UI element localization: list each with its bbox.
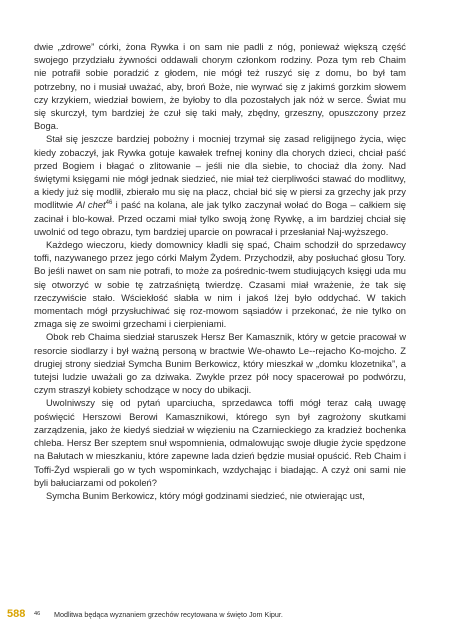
- paragraph: Obok reb Chaima siedział staruszek Hersz Ber Kamasznik, który w getcie pracował w resorcie siodlarzy i był ważną personą w bractwie We-ohawto Le--rejacho Ko-mojcho. Z drugiej strony siedział Symcha Bunim Berkowicz, który mieszkał w „domku klozetnika”, a tutejsi ludzie uważali go za dziwaka. Zwykle przez pół nocy spacerował po podwórzu, czym straszył kobiety schodzące w nocy do ubikacji.: [34, 331, 406, 396]
- paragraph: Uwolniwszy się od pytań uparciucha, sprzedawca toffi mógł teraz całą uwagę poświęcić Herszowi Berowi Kamasznikowi, którego syn był zagrożony skutkami zarządzenia, jako że kiedyś siedział w więzieniu na Czarnieckiego za kradzież bochenka chleba. Hersz Ber szeptem snuł wspomnienia, odmalowując swoje długie życie spędzone na Bałutach w mieszkaniu, które zapewne lada dzień będzie musiał opuścić. Reb Chaim i Toffi-Żyd wspierali go w tych wspominkach, wzdychając i biadając. A czyż oni sami nie byli bałuciarzami od pokoleń?: [34, 397, 406, 488]
- footnote-ref[interactable]: 46: [105, 200, 113, 207]
- paragraph-text: i paść na kolana, ale jak tylko zaczynał wołać do Boga – całkiem się zacinał i blo-kował. Przed oczami miał tylko swoją żonę Rywkę, a im bardziej chciał się uwolnić od tego obrazu, tym bardziej uparcie on powracał i przesłaniał Naj-wyższego.: [34, 199, 406, 237]
- page-number: 588: [7, 608, 26, 620]
- paragraph-text: Stał się jeszcze bardziej pobożny i mocniej trzymał się zasad religijnego życia, więc kiedy zobaczył, jak Rywka gotuje kawałek trefnej koniny dla chorych dzieci, chciał paść przed Bogiem i błagać o zlitowanie – jeśli nie dla siebie, to chociaż dla żony. Nad świętymi księgami nie mógł jednak siedzieć, nie miał też cierpliwości stawać do modlitwy, a kiedy już się modlił, zbierało mu się na płacz, chciał bić się w piersi za grzechy jak przy modlitwie: [34, 133, 406, 211]
- body-text: [34, 40, 406, 502]
- paragraph: [34, 132, 406, 238]
- footnote: [34, 610, 406, 619]
- paragraph: Symcha Bunim Berkowicz, który mógł godzinami siedzieć, nie otwierając ust,: [46, 489, 365, 501]
- footnote-text: Modlitwa będąca wyznaniem grzechów recytowana w święto Jom Kipur.: [54, 610, 283, 619]
- paragraph: dwie „zdrowe” córki, żona Rywka i on sam nie padli z nóg, ponieważ większą część swojego przydziału żywności oddawali chorym członkom rodziny. Poza tym reb Chaim nie potrafił sobie poradzić z głodem, nie mógł też ruszyć się z domu, bo był tam potrzebny, no i musiał uważać, aby, broń Boże, nie wyrwać się z jakimś gorzkim słowem czy krzykiem, wiedział bowiem, że byłoby to dla pozostałych jak nóż w serce. Świat mu się skurczył, tym bardziej że czuł się taki mały, zbędny, grzeszny, opuszczony przez Boga.: [34, 41, 406, 132]
- paragraph: Każdego wieczoru, kiedy domownicy kładli się spać, Chaim schodził do sprzedawcy toffi, nazywanego przez jego córki Małym Żydem. Przychodził, aby posłuchać głosu Tory. Bo jeśli nawet on sam nie potrafi, to może za pośrednic-twem studiujących księgi uda mu się otworzyć w sobie tę zatrzaśniętą twierdzę. Czasami miał wrażenie, że tak się rzeczywiście stało. Wściekłość słabła w nim i jakoś lżej było oddychać. W takich momentach mógł przysłuchiwać się roz-mowom sąsiadów i przekonać, że nie tylko on zmaga się ze swoimi grzechami i cierpieniami.: [34, 239, 406, 330]
- footnote-number: 46: [34, 611, 41, 617]
- prayer-name: Al chet: [76, 199, 106, 211]
